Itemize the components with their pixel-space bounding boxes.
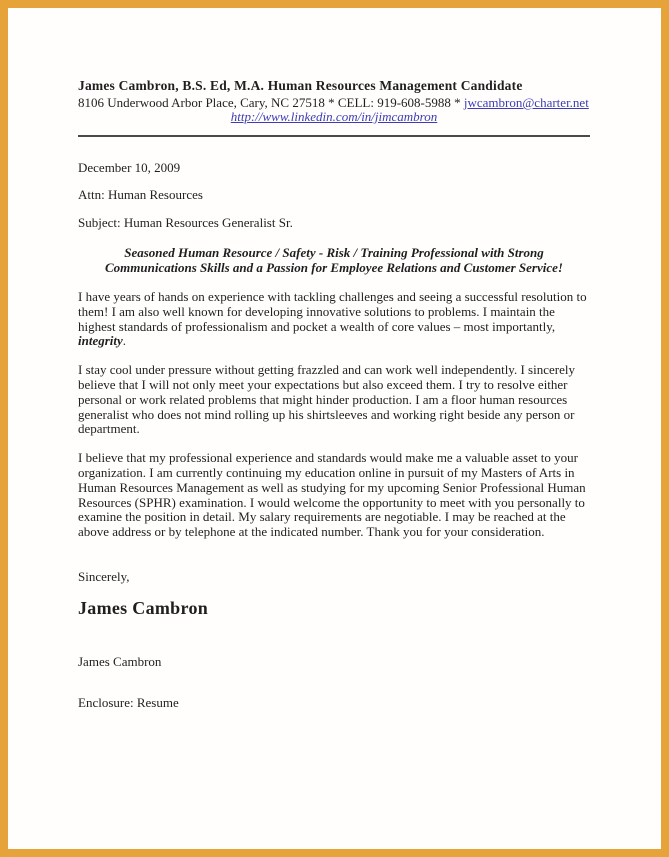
header-divider bbox=[78, 135, 590, 137]
signature-name: James Cambron bbox=[78, 597, 209, 618]
email-link[interactable]: jwcambron@charter.net bbox=[463, 95, 589, 110]
contact-text: 8106 Underwood Arbor Place, Cary, NC 27518 * CELL: 919-608-5988 * bbox=[78, 95, 464, 110]
enclosure-line: Enclosure: Resume bbox=[78, 694, 179, 710]
attn-line: Attn: Human Resources bbox=[78, 187, 203, 203]
paragraph-3: I believe that my professional experience and standards would make me a valuable asset to your organization. I am currently continuing my education online in pursuit of my Masters of Arts in Human Resources Management as well as studying for my upcoming Senior Professional Human Resources (SPHR) examination. I would welcome the opportunity to meet with you personally to examine the position in detail. My salary requirements are negotiable. I may be reached at the above address or by telephone at the indicated number. Thank you for your consideration. bbox=[78, 450, 586, 540]
candidate-name-line: James Cambron, B.S. Ed, M.A. Human Resources Management Candidate bbox=[78, 78, 523, 93]
linkedin-line bbox=[78, 110, 590, 124]
paragraph-1-emphasis: integrity bbox=[78, 333, 123, 349]
letter-body bbox=[78, 161, 590, 710]
contact-line bbox=[78, 95, 590, 110]
closing-line: Sincerely, bbox=[78, 568, 130, 584]
paragraph-1-text: I have years of hands on experience with tackling challenges and seeing a successful resolution to them! I am also well known for developing innovative solutions to problems. I maintain the highest standards of professionalism and pocket a wealth of core values – most importantly, bbox=[78, 288, 587, 334]
paragraph-2: I stay cool under pressure without getting frazzled and can work well independently. I sincerely believe that I will not only meet your expectations but also exceed them. I try to resolve either personal or work related problems that might hinder production. I am a floor human resources generalist who does not mind rolling up his shirtsleeves and working right beside any person or department. bbox=[78, 362, 575, 437]
letter-content bbox=[8, 8, 661, 710]
paragraph-1-tail: . bbox=[122, 333, 127, 349]
typed-name: James Cambron bbox=[78, 653, 162, 669]
subject-line: Subject: Human Resources Generalist Sr. bbox=[78, 214, 293, 230]
date-line: December 10, 2009 bbox=[78, 160, 181, 175]
linkedin-link[interactable]: http://www.linkedin.com/in/jimcambron bbox=[230, 109, 438, 124]
letterhead bbox=[78, 78, 590, 137]
paragraph-1 bbox=[78, 290, 590, 349]
headline: Seasoned Human Resource / Safety - Risk / Training Professional with Strong Communications Skills and a Passion for Employee Relations and Customer Service! bbox=[105, 245, 563, 276]
